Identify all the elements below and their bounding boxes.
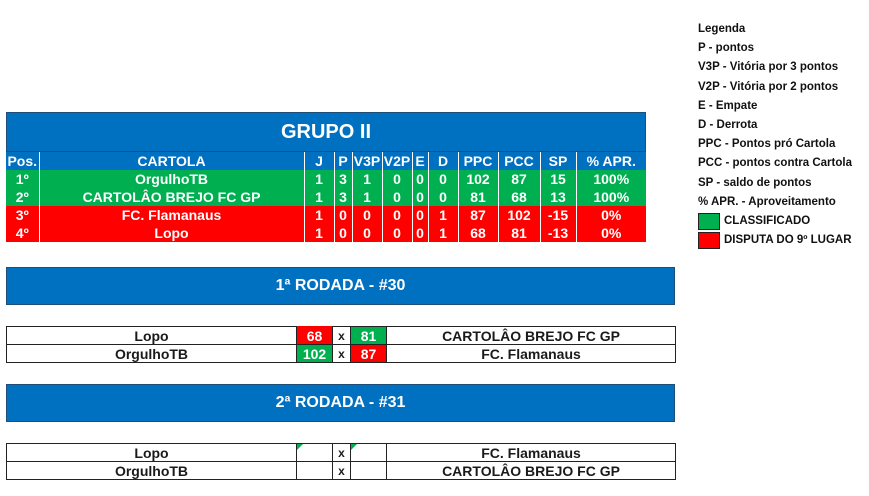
header-cartola: CARTOLA (39, 152, 304, 170)
away-score[interactable] (351, 462, 387, 480)
legend (698, 20, 852, 250)
legend-item: PCC - pontos contra Cartola (698, 157, 852, 170)
away-score[interactable] (351, 444, 387, 462)
stat-cell: -15 (540, 206, 576, 224)
stat-cell: 100% (576, 188, 646, 206)
stat-cell: 0 (334, 224, 352, 242)
stat-cell: 1 (428, 224, 458, 242)
stat-cell: 1 (352, 170, 382, 188)
stat-cell: 87 (498, 170, 540, 188)
legend-item: D - Derrota (698, 119, 758, 132)
stat-cell: 1 (304, 206, 334, 224)
header-pos: Pos. (7, 153, 38, 169)
stat-cell: 0 (382, 170, 412, 188)
away-team: FC. Flamanaus (387, 345, 676, 363)
dispute-label: DISPUTA DO 9º LUGAR (724, 233, 852, 246)
legend-dispute (698, 231, 852, 250)
standings-header-row (6, 152, 646, 170)
stat-cell: 102 (498, 206, 540, 224)
stat-cell: 1 (304, 188, 334, 206)
stat-cell: 0 (412, 170, 428, 188)
stat-cell: 1 (304, 224, 334, 242)
match-row (7, 462, 676, 480)
stat-cell: 0 (382, 188, 412, 206)
stat-cell: 1 (304, 170, 334, 188)
home-team: Lopo (7, 444, 297, 462)
table-row (6, 224, 646, 242)
legend-item: % APR. - Aproveitamento (698, 195, 836, 208)
versus-mark: x (333, 345, 351, 363)
away-team: FC. Flamanaus (387, 444, 676, 462)
legend-item: V2P - Vitória por 2 pontos (698, 80, 839, 93)
classified-label: CLASSIFICADO (724, 214, 811, 227)
home-score[interactable] (297, 444, 333, 462)
home-score[interactable]: 68 (297, 327, 333, 345)
stat-cell: 81 (458, 188, 498, 206)
stat-cell: 1 (352, 188, 382, 206)
stat-cell: 0 (382, 206, 412, 224)
team-name-cell: OrgulhoTB (39, 170, 304, 188)
legend-item: SP - saldo de pontos (698, 176, 812, 189)
standings-table (6, 152, 646, 242)
stat-cell: 0 (412, 206, 428, 224)
stat-cell: 13 (540, 188, 576, 206)
header-pcc: PCC (498, 152, 540, 170)
dispute-swatch (698, 232, 720, 249)
match-row (7, 345, 676, 363)
stat-cell: 3 (334, 188, 352, 206)
stat-cell: 15 (540, 170, 576, 188)
round-1-matches (6, 326, 676, 363)
stat-cell: 1 (428, 206, 458, 224)
versus-mark: x (333, 444, 351, 462)
round-1-banner: 1ª RODADA - #30 (6, 267, 675, 305)
header-sp: SP (540, 152, 576, 170)
versus-mark: x (333, 327, 351, 345)
header-v2p: V2P (383, 153, 411, 169)
stat-cell: 68 (458, 224, 498, 242)
team-name-cell: CARTOLÂO BREJO FC GP (39, 188, 304, 206)
match-row (7, 327, 676, 345)
legend-item: P - pontos (698, 42, 755, 55)
header-p: P (334, 152, 352, 170)
legend-classified (698, 212, 852, 231)
away-team: CARTOLÂO BREJO FC GP (387, 462, 676, 480)
stat-cell: 0% (576, 206, 646, 224)
header-v3p: V3P (353, 153, 381, 169)
legend-title: Legenda (698, 23, 746, 35)
round-2-matches (6, 443, 676, 480)
stat-cell: 0% (576, 224, 646, 242)
header-e: E (412, 152, 428, 170)
position-cell: 2º (6, 188, 39, 206)
away-score[interactable]: 87 (351, 345, 387, 363)
team-name-cell: FC. Flamanaus (39, 206, 304, 224)
away-team: CARTOLÂO BREJO FC GP (387, 327, 676, 345)
round-2-banner: 2ª RODADA - #31 (6, 384, 675, 422)
legend-item: V3P - Vitória por 3 pontos (698, 61, 839, 74)
stat-cell: 0 (352, 206, 382, 224)
stat-cell: 100% (576, 170, 646, 188)
position-cell: 3º (6, 206, 39, 224)
stat-cell: 0 (382, 224, 412, 242)
stat-cell: 68 (498, 188, 540, 206)
table-row (6, 188, 646, 206)
home-team: OrgulhoTB (7, 462, 297, 480)
position-cell: 4º (6, 224, 39, 242)
home-score[interactable] (297, 462, 333, 480)
legend-item: E - Empate (698, 99, 758, 112)
team-name-cell: Lopo (39, 224, 304, 242)
stat-cell: 0 (428, 188, 458, 206)
stat-cell: 0 (428, 170, 458, 188)
header-ppc: PPC (458, 152, 498, 170)
stat-cell: 0 (412, 224, 428, 242)
table-row (6, 170, 646, 188)
position-cell: 1º (6, 170, 39, 188)
versus-mark: x (333, 462, 351, 480)
classified-swatch (698, 213, 720, 230)
home-score[interactable]: 102 (297, 345, 333, 363)
stat-cell: 81 (498, 224, 540, 242)
home-team: Lopo (7, 327, 297, 345)
header-d: D (428, 152, 458, 170)
stat-cell: -13 (540, 224, 576, 242)
header-apr: % APR. (576, 152, 646, 170)
stat-cell: 0 (334, 206, 352, 224)
legend-item: PPC - Pontos pró Cartola (698, 138, 836, 151)
away-score[interactable]: 81 (351, 327, 387, 345)
stat-cell: 0 (412, 188, 428, 206)
stat-cell: 3 (334, 170, 352, 188)
stat-cell: 102 (458, 170, 498, 188)
stat-cell: 87 (458, 206, 498, 224)
stat-cell: 0 (352, 224, 382, 242)
home-team: OrgulhoTB (7, 345, 297, 363)
header-j: J (304, 152, 334, 170)
group-title: GRUPO II (6, 112, 646, 152)
table-row (6, 206, 646, 224)
match-row (7, 444, 676, 462)
